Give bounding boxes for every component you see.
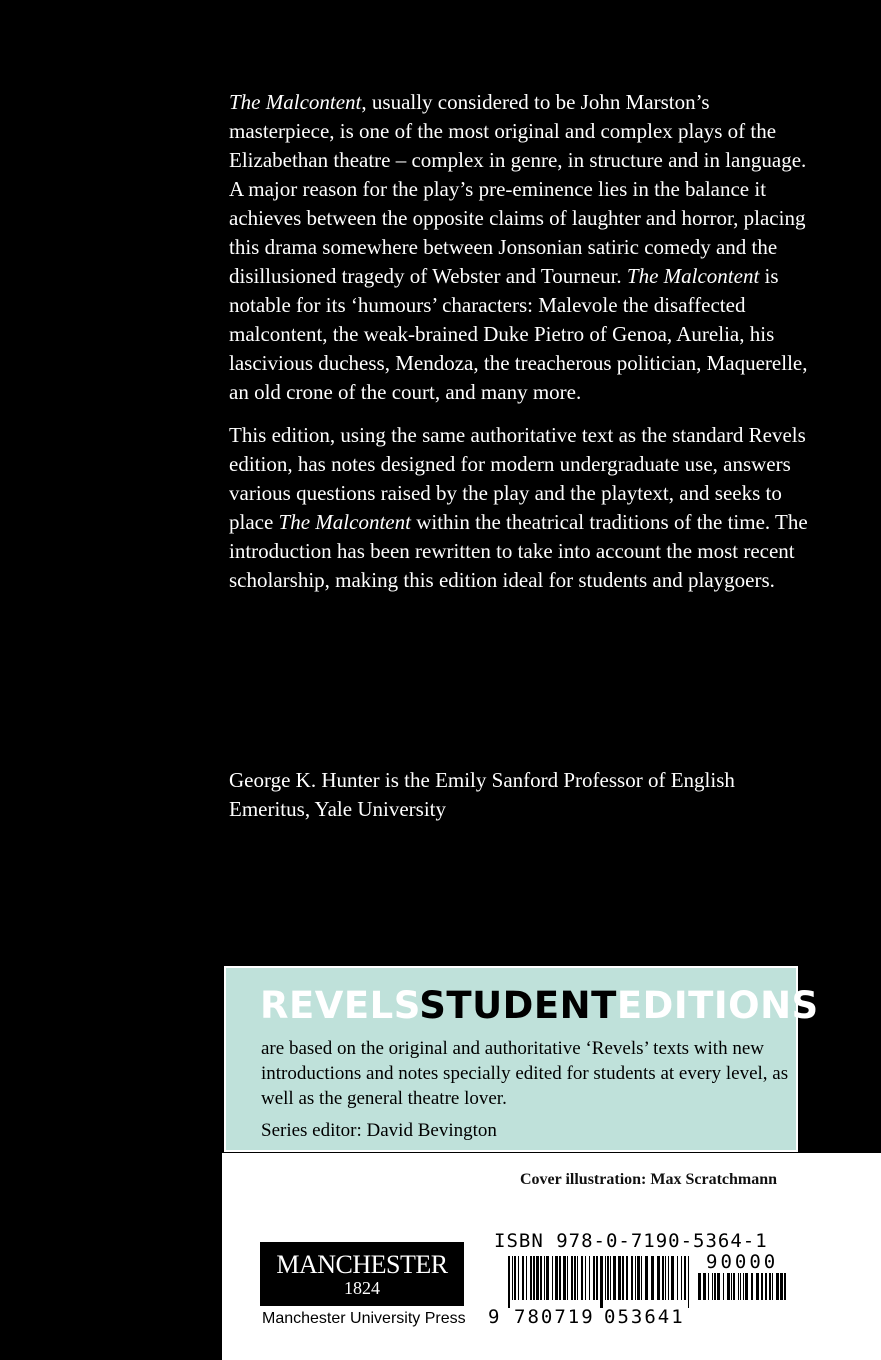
barcode-bar — [657, 1256, 660, 1300]
barcode-bar — [540, 1256, 542, 1300]
barcode-bar — [681, 1256, 682, 1300]
publisher-logo — [260, 1242, 464, 1306]
barcode-bar — [743, 1273, 744, 1300]
barcode-digit-first: 9 — [488, 1306, 500, 1328]
barcode-bar — [512, 1256, 513, 1300]
barcode-bar — [605, 1256, 606, 1300]
barcode-bar — [712, 1273, 713, 1300]
barcode-bar — [530, 1256, 532, 1300]
barcode-bar — [613, 1256, 616, 1300]
barcode-bar — [662, 1256, 664, 1300]
barcode-bar — [622, 1256, 624, 1300]
series-title — [260, 984, 819, 1028]
series-box — [224, 966, 819, 1152]
book-title-italic: The Malcontent — [278, 510, 411, 534]
blurb-text: is notable for its ‘humours’ characters: Malevole the disaffected malcontent, the weak-brained Duke Pietro of Genoa, Aurelia, his lascivious duchess, Mendoza, the treacherous politician, Maquerelle, an old crone of the court, and many more. — [229, 264, 808, 404]
barcode-bar — [761, 1273, 763, 1300]
barcode-bar — [677, 1256, 678, 1300]
barcode-bar — [765, 1273, 767, 1300]
barcode-bar — [645, 1256, 648, 1300]
barcode-bar — [585, 1256, 586, 1300]
barcode-bar — [665, 1256, 666, 1300]
barcode-bar — [526, 1256, 527, 1300]
barcode-bar — [756, 1273, 759, 1300]
barcode-bar — [574, 1256, 576, 1300]
barcode-bar — [714, 1273, 716, 1300]
book-title-italic: The Malcontent — [229, 90, 362, 114]
barcode-bar — [641, 1256, 642, 1300]
publisher-logo-name: MANCHESTER — [276, 1250, 448, 1279]
barcode-bar — [731, 1273, 732, 1300]
barcode-bar — [751, 1273, 753, 1300]
blurb-text: , usually considered to be John Marston’s masterpiece, is one of the most original and complex plays of the Elizabethan theatre – complex in genre, in structure and in language. A major reason for the play’s pre-eminence lies in the balance it achieves between the opposite claims of laughter and horror, placing this drama somewhere between Jonsonian satiric comedy and the disillusioned tragedy of Webster and Tourneur. — [229, 90, 807, 288]
barcode-bar — [626, 1256, 628, 1300]
barcode-bar — [593, 1256, 595, 1300]
barcode-bar — [589, 1256, 590, 1300]
barcode-bar — [780, 1273, 783, 1300]
barcode-bar — [708, 1273, 709, 1300]
barcode-bar — [745, 1273, 748, 1300]
blurb-text: This edition, using the same authoritative text as the standard Revels edition, has notes designed for modern undergraduate use, answers various questions raised by the play and the playtext, and seeks to place — [229, 423, 806, 534]
barcode-bar — [577, 1256, 578, 1300]
cover-credit: Cover illustration: Max Scratchmann — [520, 1171, 778, 1188]
blurb-paragraph-1 — [229, 88, 811, 407]
barcode-bar — [559, 1256, 561, 1300]
barcode-bar — [536, 1256, 539, 1300]
author-bio — [229, 766, 809, 824]
barcode-bar — [776, 1273, 779, 1300]
barcode-bar — [563, 1256, 566, 1300]
barcode-bar — [522, 1256, 524, 1300]
blurb — [229, 88, 811, 609]
series-title-editions: EDITIONS — [616, 984, 819, 1027]
barcode-bar — [555, 1256, 558, 1300]
barcode-addon-icon — [698, 1273, 788, 1308]
barcode-bar — [552, 1256, 553, 1300]
barcode-bar — [668, 1256, 669, 1300]
barcode-bar — [618, 1256, 621, 1300]
barcode-bar — [600, 1256, 603, 1308]
book-title-italic: The Malcontent — [626, 264, 760, 288]
barcode-bar — [631, 1256, 633, 1300]
barcode-bar — [723, 1273, 724, 1300]
barcode-bar — [544, 1256, 545, 1300]
barcode-addon-digits: 90000 — [706, 1251, 779, 1273]
barcode-bar — [571, 1256, 573, 1300]
series-title-revels: REVELS — [260, 984, 420, 1027]
barcode-bar — [688, 1256, 689, 1308]
barcode-bar — [769, 1273, 771, 1300]
barcode-icon — [508, 1256, 692, 1308]
barcode-bar — [684, 1256, 686, 1300]
barcode-bar — [671, 1256, 674, 1300]
bottom-panel — [222, 1153, 881, 1360]
barcode-digits-right: 053641 — [604, 1306, 685, 1328]
barcode-bar — [508, 1256, 510, 1308]
barcode-bar — [651, 1256, 654, 1300]
barcode-bar — [567, 1256, 568, 1300]
barcode-bar — [784, 1273, 786, 1300]
barcode-bar — [772, 1273, 773, 1300]
barcode-bar — [727, 1273, 730, 1300]
author-bio-text: George K. Hunter is the Emily Sanford Professor of English Emeritus, Yale University — [229, 768, 735, 821]
barcode-bar — [740, 1273, 741, 1300]
barcode-bar — [533, 1256, 535, 1300]
barcode-bar — [518, 1256, 519, 1300]
barcode-bar — [581, 1256, 583, 1300]
barcode-bar — [717, 1273, 720, 1300]
barcode-bar — [596, 1256, 598, 1300]
blurb-text: within the theatrical traditions of the time. The introduction has been rewritten to take into account the most recent scholarship, making this edition ideal for students and playgoers. — [229, 510, 808, 592]
barcode-bar — [514, 1256, 516, 1300]
series-description: are based on the original and authoritative ‘Revels’ texts with new introductions and notes specially edited for students at every level, as well as the general theatre lover. — [261, 1038, 789, 1109]
barcode-bar — [546, 1256, 549, 1300]
barcode-bar — [607, 1256, 609, 1300]
barcode-digits-left: 780719 — [514, 1306, 595, 1328]
barcode-bar — [635, 1256, 636, 1300]
publisher-name: Manchester University Press — [262, 1310, 466, 1327]
barcode-bar — [637, 1256, 640, 1300]
series-title-student: STUDENT — [419, 984, 617, 1027]
barcode-bar — [738, 1273, 739, 1300]
blurb-paragraph-2 — [229, 421, 811, 595]
publisher-logo-year: 1824 — [344, 1278, 380, 1298]
barcode-bar — [698, 1273, 701, 1300]
barcode-bar — [703, 1273, 706, 1300]
barcode-bar — [733, 1273, 735, 1300]
isbn-label: ISBN 978-0-7190-5364-1 — [494, 1230, 768, 1252]
series-editor: Series editor: David Bevington — [261, 1120, 497, 1141]
barcode-bar — [610, 1256, 611, 1300]
